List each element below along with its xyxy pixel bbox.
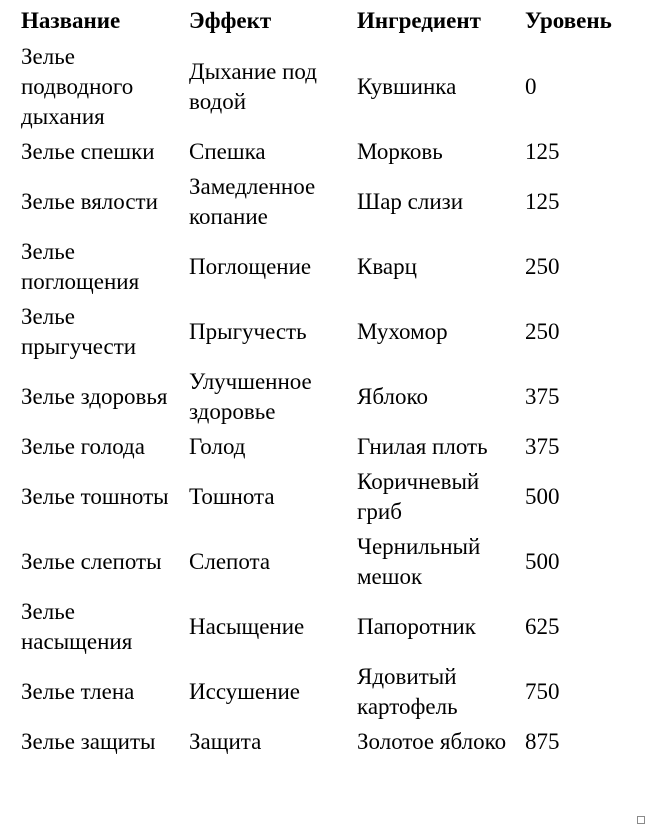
cell-level: 125: [525, 139, 560, 164]
cell-level: 625: [525, 614, 560, 639]
cell-ingredient: Папоротник: [357, 614, 476, 639]
cell-effect: Поглощение: [189, 254, 312, 279]
cell-name: Зелье спешки: [21, 139, 155, 164]
cell-name: Зелье здоровья: [21, 384, 168, 409]
cell-level: 750: [525, 679, 560, 704]
cell-level: 250: [525, 319, 560, 344]
cell-level: 125: [525, 189, 560, 214]
header-name: Название: [21, 8, 121, 33]
table-row: [15, 660, 641, 725]
cell-name: Зелье вялости: [21, 189, 158, 214]
table-row: [15, 595, 641, 660]
cell-ingredient: Коричневый гриб: [357, 469, 480, 524]
table-row: [15, 725, 641, 760]
cell-effect: Спешка: [189, 139, 266, 164]
cell-name: Зелье насыщения: [21, 599, 133, 654]
cell-ingredient: Шар слизи: [357, 189, 464, 214]
table-row: [15, 170, 641, 235]
cell-ingredient: Мухомор: [357, 319, 448, 344]
cell-ingredient: Золотое яблоко: [357, 729, 507, 754]
cell-name: Зелье тошноты: [21, 484, 169, 509]
table-row: [15, 530, 641, 595]
cell-ingredient: Яблоко: [357, 384, 428, 409]
cell-level: 375: [525, 384, 560, 409]
header-ingredient: Ингредиент: [357, 8, 481, 33]
cell-name: Зелье прыгучести: [21, 304, 137, 359]
table-row: [15, 430, 641, 465]
potions-table: [15, 4, 641, 760]
cell-effect: Дыхание под водой: [189, 59, 317, 114]
table-row: [15, 465, 641, 530]
cell-effect: Улучшенное здоровье: [189, 369, 312, 424]
cell-ingredient: Ядовитый картофель: [357, 664, 458, 719]
cell-ingredient: Морковь: [357, 139, 443, 164]
cell-effect: Голод: [189, 434, 246, 459]
table-row: [15, 235, 641, 300]
cell-effect: Тошнота: [189, 484, 275, 509]
cell-name: Зелье защиты: [21, 729, 156, 754]
cell-effect: Насыщение: [189, 614, 305, 639]
cell-name: Зелье подводного дыхания: [21, 44, 134, 129]
table-row: [15, 300, 641, 365]
cell-level: 500: [525, 484, 560, 509]
cell-effect: Замедленное копание: [189, 174, 316, 229]
table-header-row: [15, 4, 641, 40]
cell-level: 250: [525, 254, 560, 279]
cell-effect: Иссушение: [189, 679, 300, 704]
cell-effect: Защита: [189, 729, 262, 754]
cell-name: Зелье тлена: [21, 679, 135, 704]
cell-effect: Прыгучесть: [189, 319, 307, 344]
cell-name: Зелье голода: [21, 434, 145, 459]
cell-level: 0: [525, 74, 537, 99]
cell-level: 500: [525, 549, 560, 574]
table-row: [15, 40, 641, 135]
cell-effect: Слепота: [189, 549, 271, 574]
table-row: [15, 135, 641, 170]
header-level: Уровень: [525, 8, 612, 33]
table-row: [15, 365, 641, 430]
cell-name: Зелье поглощения: [21, 239, 140, 294]
cell-level: 875: [525, 729, 560, 754]
cell-name: Зелье слепоты: [21, 549, 162, 574]
cell-level: 375: [525, 434, 560, 459]
end-marker: [637, 816, 645, 824]
cell-ingredient: Чернильный мешок: [357, 534, 481, 589]
cell-ingredient: Кварц: [357, 254, 417, 279]
cell-ingredient: Кувшинка: [357, 74, 457, 99]
header-effect: Эффект: [189, 8, 272, 33]
cell-ingredient: Гнилая плоть: [357, 434, 488, 459]
